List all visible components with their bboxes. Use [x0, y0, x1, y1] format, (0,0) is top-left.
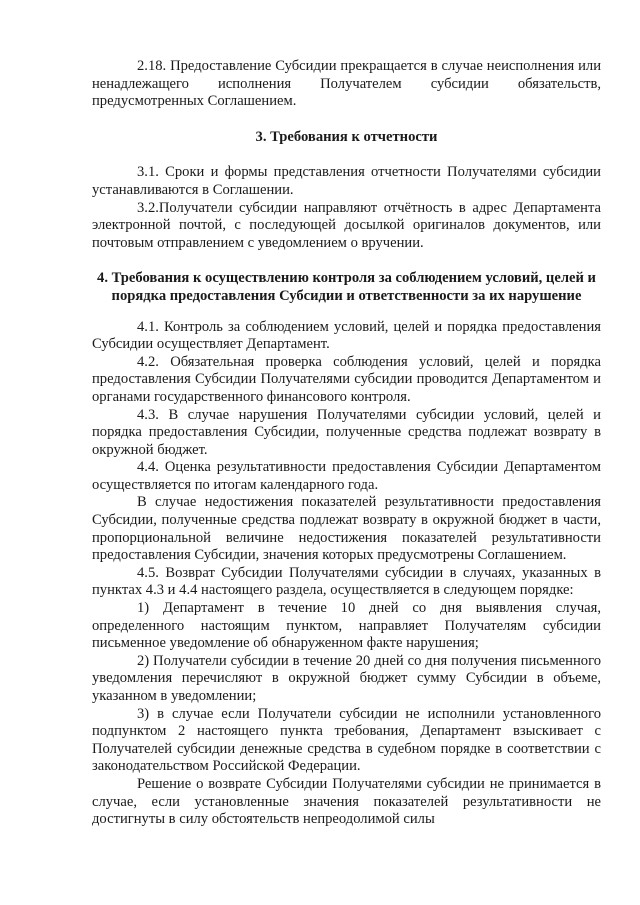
- paragraph-4-4-continued: В случае недостижения показателей результативности предоставления Субсидии, полученные средства подлежат возврату в окружной бюджет в части, пропорциональной величине недостижения показателей результативности предоставления Субсидии, значения которых предусмотрены Соглашением.: [92, 494, 601, 564]
- document-page: [92, 58, 601, 829]
- paragraph-final: Решение о возврате Субсидии Получателями субсидии не принимается в случае, если установленные значения показателей результативности не достигнуты в силу обстоятельств непреодолимой силы: [92, 775, 601, 828]
- paragraph-4-5: 4.5. Возврат Субсидии Получателями субсидии в случаях, указанных в пунктах 4.3 и 4.4 настоящего раздела, осуществляется в следующем порядке:: [92, 564, 601, 599]
- section-4-heading: 4. Требования к осуществлению контроля за соблюдением условий, целей и порядка предоставления Субсидии и ответственности за их нарушение: [97, 270, 596, 304]
- section-3-heading: 3. Требования к отчетности: [255, 128, 438, 145]
- list-item-3: 3) в случае если Получатели субсидии не исполнили установленного подпунктом 2 настоящего пункта требования, Департамент взыскивает с Получателей субсидии денежные средства в судебном порядке в соответствии с законодательством Российской Федерации.: [92, 705, 601, 775]
- paragraph-4-4: 4.4. Оценка результативности предоставления Субсидии Департаментом осуществляется по итогам календарного года.: [92, 459, 601, 493]
- paragraph-3-1: 3.1. Сроки и формы представления отчетности Получателями субсидии устанавливаются в Соглашении.: [92, 164, 601, 198]
- list-item-2: 2) Получатели субсидии в течение 20 дней со дня получения письменного уведомления перечисляют в окружной бюджет сумму Субсидии в объеме, указанном в уведомлении;: [92, 652, 601, 704]
- paragraph-4-2: 4.2. Обязательная проверка соблюдения условий, целей и порядка предоставления Субсидии Получателями субсидии проводится Департаментом и органами государственного финансового контроля.: [92, 353, 601, 405]
- list-item-1: 1) Департамент в течение 10 дней со дня выявления случая, определенного настоящим пунктом, направляет Получателям субсидии письменное уведомление об обнаруженном факте нарушения;: [92, 600, 601, 652]
- paragraph-2-18: 2.18. Предоставление Субсидии прекращается в случае неисполнения или ненадлежащего исполнения Получателем субсидии обязательств, предусмотренных Соглашением.: [92, 58, 601, 110]
- paragraph-3-2: 3.2.Получатели субсидии направляют отчётность в адрес Департамента электронной почтой, с последующей досылкой оригиналов документов, или почтовым отправлением с уведомлением о вручении.: [92, 199, 601, 251]
- paragraph-4-3: 4.3. В случае нарушения Получателями субсидии условий, целей и порядка предоставления Субсидии, полученные средства подлежат возврату в окружной бюджет.: [92, 406, 601, 458]
- paragraph-4-1: 4.1. Контроль за соблюдением условий, целей и порядка предоставления Субсидии осуществляет Департамент.: [92, 318, 601, 353]
